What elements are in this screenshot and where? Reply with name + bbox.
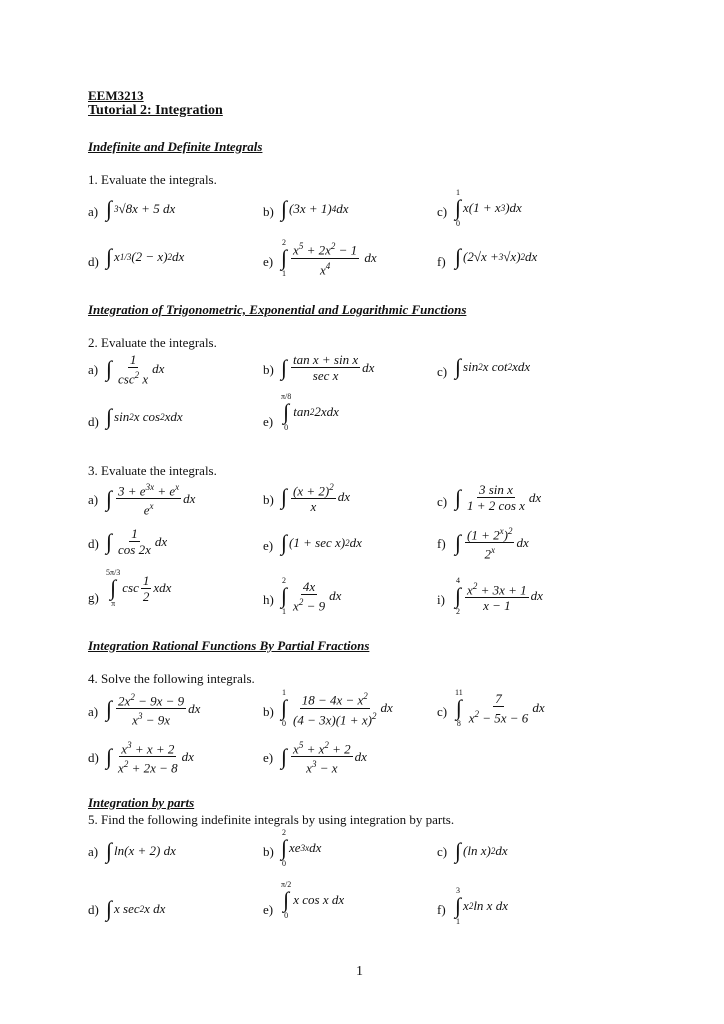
tutorial-title: Tutorial 2: Integration (88, 103, 223, 118)
q5-label-a: a) (88, 844, 99, 859)
q5-item-e (263, 880, 433, 924)
q1-label-f: f) (437, 254, 446, 269)
q5-expr-b: 2 ∫ 0 xe 3x dx (281, 828, 322, 868)
q1-expr-d: ∫ x 1/3 (2 − x) 2 dx (106, 244, 185, 269)
q2-label-c: c) (437, 364, 448, 379)
q4-expr-a: ∫ $\frac{2x^2 - 9x - 9}{x^3 - 9x}$ dx (106, 692, 201, 728)
q3-item-i (437, 576, 617, 620)
q3-item-d (88, 526, 258, 570)
q2-expr-b: ∫ $\frac{\text{tan x + sin x}}{\text{sec x}}$ dx (281, 352, 375, 383)
q5-label-c: c) (437, 844, 448, 859)
q4-expr-d: ∫ $\frac{x^3 + x + 2}{x^2 + 2x - 8}$ dx (106, 740, 194, 776)
q1-expr-a: ∫ 3 √8x + 5 dx (106, 196, 176, 221)
q5-item-b (263, 828, 433, 872)
q2-item-b (263, 352, 433, 396)
q1-expr-c: 1 ∫ 0 x(1 + x 3 )dx (455, 188, 522, 228)
q1-item-b (263, 194, 433, 238)
q1-expr-f: ∫ (2√x + 3 √x) 2 dx (455, 244, 538, 269)
question-3-instruction: 3. Evaluate the integrals. (88, 463, 217, 478)
q5-item-d (88, 898, 258, 942)
q5-expr-d: ∫ x sec 2 x dx (106, 896, 166, 921)
q3-expr-b: ∫ $\frac{(x + 2)^2}{x}$ dx (281, 482, 351, 515)
q3-expr-e: ∫ (1 + sec x) 2 dx (281, 530, 362, 555)
q3-label-g: g) (88, 590, 99, 605)
q2-expr-e: π/8 ∫ 0 tan 2 2xdx (281, 392, 339, 432)
q3-label-e: e) (263, 538, 274, 553)
q5-item-c (437, 840, 617, 884)
q4-item-c (437, 688, 617, 732)
q2-item-c (437, 356, 617, 400)
section-heading-partial-fractions: Integration Rational Functions By Partial Fractions (88, 638, 370, 653)
question-4-instruction: 4. Solve the following integrals. (88, 671, 255, 686)
q2-label-a: a) (88, 362, 99, 377)
q2-item-e (263, 392, 433, 436)
q1-item-a (88, 194, 258, 238)
page-number: 1 (356, 964, 363, 979)
question-1-instruction: 1. Evaluate the integrals. (88, 172, 217, 187)
q2-label-e: e) (263, 414, 274, 429)
q5-label-f: f) (437, 902, 446, 917)
q5-label-e: e) (263, 902, 274, 917)
q4-item-b (263, 688, 433, 732)
q2-label-d: d) (88, 414, 99, 429)
q3-label-b: b) (263, 492, 274, 507)
question-5-instruction: 5. Find the following indefinite integrals by using integration by parts. (88, 812, 455, 827)
q3-expr-i: 4 ∫ 2 $\frac{x^2 + 3x + 1}{x - 1}$ dx (455, 576, 543, 616)
q3-item-f (437, 524, 617, 568)
q1-label-a: a) (88, 204, 99, 219)
q3-expr-a: ∫ $\frac{3 + e^{3x} + e^x}{e^x}$ dx (106, 482, 196, 518)
section-heading-trig: Integration of Trigonometric, Exponential and Logarithmic Functions (88, 302, 467, 317)
q4-item-a (88, 690, 258, 734)
q2-expr-a: ∫ $\frac{1}{\csc^2 x}$ dx (106, 352, 165, 387)
q2-item-d (88, 406, 258, 450)
q1-label-d: d) (88, 254, 99, 269)
q1-item-d (88, 240, 258, 284)
q4-label-e: e) (263, 750, 274, 765)
q4-expr-c: 11 ∫ 8 $\frac{7}{x^2 - 5x - 6}$ dx (455, 688, 545, 728)
q5-item-f (437, 886, 617, 930)
q4-label-c: c) (437, 704, 448, 719)
q1-expr-e: 2 ∫ 1 $\frac{x^5 + 2x^2 - 1}{x^4}$ dx (281, 238, 377, 278)
q3-label-a: a) (88, 492, 99, 507)
q2-expr-d: ∫ sin 2 x cos 2 xdx (106, 404, 183, 429)
q2-label-b: b) (263, 362, 274, 377)
q1-expr-b: ∫ (3x + 1) 4 dx (281, 196, 349, 221)
q4-expr-b: 1 ∫ 0 $\frac{18 - 4x - x^2}{(4 - 3x)(1 + x)^2}$ dx (281, 688, 393, 728)
q3-label-h: h) (263, 592, 274, 607)
q5-expr-c: ∫ (ln x) 2 dx (455, 838, 508, 863)
q3-item-g (88, 568, 258, 612)
question-2-instruction: 2. Evaluate the integrals. (88, 335, 217, 350)
q5-label-d: d) (88, 902, 99, 917)
q3-expr-h: 2 ∫ 1 $\frac{4x}{x^2 - 9}$ dx (281, 576, 342, 616)
q5-expr-f: 3 ∫ 1 x 2 ln x dx (455, 886, 508, 926)
q3-label-i: i) (437, 592, 445, 607)
q4-item-e (263, 738, 433, 782)
q3-expr-d: ∫ $\frac{1}{\cos 2x}$ dx (106, 526, 168, 557)
q5-expr-e: π/2 ∫ 0 x cos x dx (281, 880, 345, 920)
q3-label-f: f) (437, 536, 446, 551)
section-heading-integration-by-parts: Integration by parts (88, 795, 195, 810)
q3-expr-g: 5π/3 ∫ π csc $\frac{1}{2}$ xdx (106, 568, 172, 608)
q3-expr-f: ∫ $\frac{(1 + 2^x)^2}{2^x}$ dx (455, 526, 529, 562)
q3-item-e (263, 532, 433, 576)
q4-expr-e: ∫ $\frac{x^5 + x^2 + 2}{x^3 - x}$ dx (281, 740, 367, 776)
q1-item-e (263, 238, 433, 282)
q1-label-e: e) (263, 254, 274, 269)
q3-item-c (437, 482, 617, 526)
q3-label-d: d) (88, 536, 99, 551)
q3-label-c: c) (437, 494, 448, 509)
q3-item-b (263, 480, 433, 524)
q4-label-b: b) (263, 704, 274, 719)
q5-expr-a: ∫ ln(x + 2) dx (106, 838, 176, 863)
q3-item-a (88, 480, 258, 524)
q5-item-a (88, 840, 258, 884)
q1-label-b: b) (263, 204, 274, 219)
q1-item-c (437, 188, 617, 232)
course-code: EEM3213 (88, 88, 144, 103)
q1-label-c: c) (437, 204, 448, 219)
q5-label-b: b) (263, 844, 274, 859)
q2-expr-c: ∫ sin 2 x cot 2 xdx (455, 354, 531, 379)
section-heading-indefinite: Indefinite and Definite Integrals (88, 139, 263, 154)
q3-expr-c: ∫ $\frac{\text{3 sin x}}{\text{1 + 2 cos x}}$ dx (455, 482, 542, 513)
q4-label-d: d) (88, 750, 99, 765)
q1-item-f (437, 240, 617, 284)
q4-item-d (88, 738, 258, 782)
q4-label-a: a) (88, 704, 99, 719)
q2-item-a (88, 352, 258, 396)
q3-item-h (263, 576, 433, 620)
